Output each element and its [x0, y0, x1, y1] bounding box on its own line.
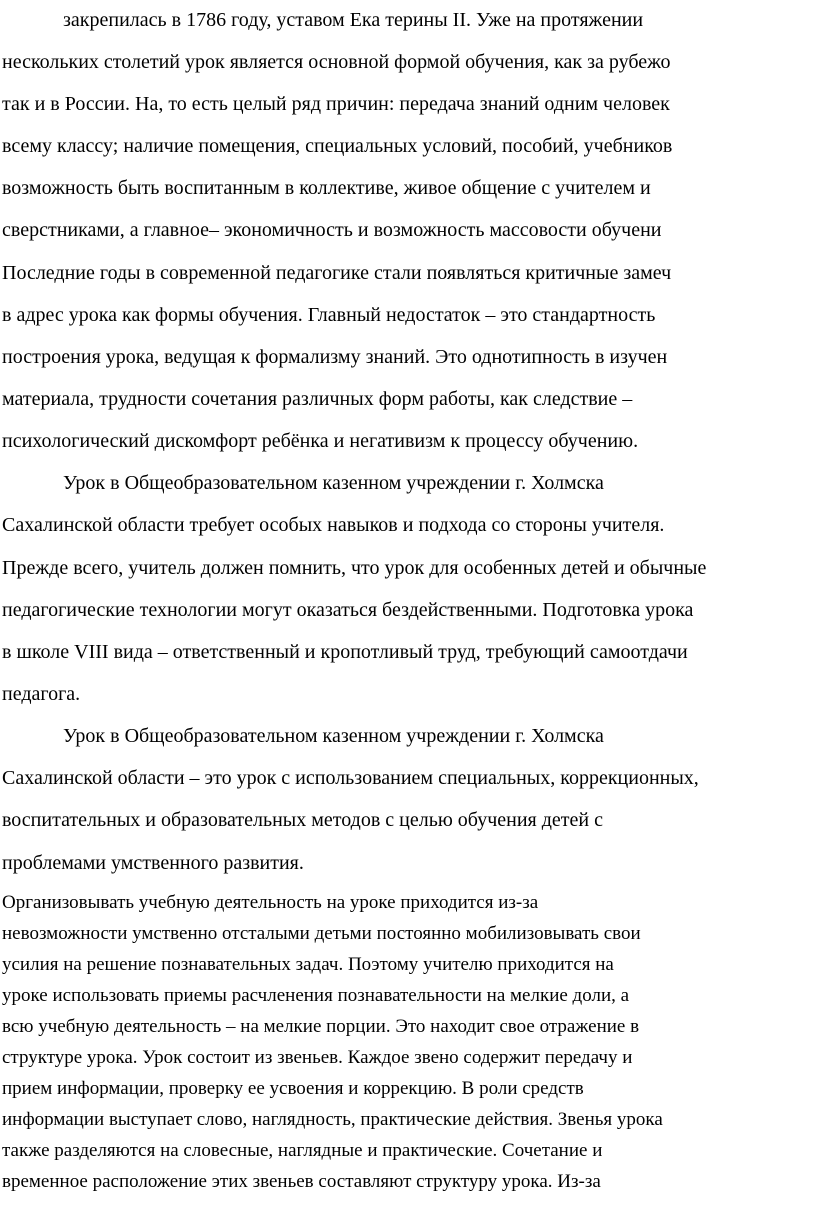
text-line: Прежде всего, учитель должен помнить, что урок для особенных детей и обычные: [2, 557, 707, 579]
text-line: всему классу; наличие помещения, специальных условий, пособий, учебников: [2, 135, 673, 157]
text-line: возможность быть воспитанным в коллективе, живое общение с учителем и: [2, 177, 651, 199]
text-line: также разделяются на словесные, наглядные и практические. Сочетание и: [2, 1140, 603, 1161]
text-line: материала, трудности сочетания различных форм работы, как следствие –: [2, 388, 633, 410]
text-line: всю учебную деятельность – на мелкие порции. Это находит свое отражение в: [2, 1016, 640, 1037]
text-line: в школе VIII вида – ответственный и кропотливый труд, требующий самоотдачи: [2, 641, 688, 663]
text-line: проблемами умственного развития.: [2, 852, 304, 874]
text-line: Урок в Общеобразовательном казенном учреждении г. Холмска: [63, 725, 604, 747]
text-line: воспитательных и образовательных методов с целью обучения детей с: [2, 809, 603, 831]
text-line: Последние годы в современной педагогике стали появляться критичные замеч: [2, 262, 672, 284]
text-line: усилия на решение познавательных задач. Поэтому учителю приходится на: [2, 954, 614, 975]
text-line: педагога.: [2, 683, 81, 705]
text-line: Сахалинской области – это урок с использованием специальных, коррекционных,: [2, 767, 699, 789]
text-line: информации выступает слово, наглядность, практические действия. Звенья урока: [2, 1109, 663, 1130]
text-line: Организовывать учебную деятельность на уроке приходится из-за: [2, 892, 539, 913]
text-line: невозможности умственно отсталыми детьми постоянно мобилизовывать свои: [2, 923, 641, 944]
text-line: нескольких столетий урок является основной формой обучения, как за рубежо: [2, 51, 671, 73]
text-line: уроке использовать приемы расчленения познавательности на мелкие доли, а: [2, 985, 630, 1006]
text-line: сверстниками, а главное– экономичность и возможность массовости обучени: [2, 219, 662, 241]
text-line: Сахалинской области требует особых навыков и подхода со стороны учителя.: [2, 514, 665, 536]
text-line: временное расположение этих звеньев составляют структуру урока. Из-за: [2, 1171, 601, 1192]
text-line: структуре урока. Урок состоит из звеньев. Каждое звено содержит передачу и: [2, 1047, 633, 1068]
text-line: в адрес урока как формы обучения. Главный недостаток – это стандартность: [2, 304, 656, 326]
text-line: педагогические технологии могут оказаться бездейственными. Подготовка урока: [2, 599, 694, 621]
text-line: психологический дискомфорт ребёнка и негативизм к процессу обучению.: [2, 430, 639, 452]
text-line: построения урока, ведущая к формализму знаний. Это однотипность в изучен: [2, 346, 668, 368]
text-line: закрепилась в 1786 году, уставом Ека терины II. Уже на протяжении: [63, 9, 644, 31]
text-line: Урок в Общеобразовательном казенном учреждении г. Холмска: [63, 472, 604, 494]
text-line: так и в России. На, то есть целый ряд причин: передача знаний одним человек: [2, 93, 670, 115]
text-line: прием информации, проверку ее усвоения и коррекцию. В роли средств: [2, 1078, 584, 1099]
